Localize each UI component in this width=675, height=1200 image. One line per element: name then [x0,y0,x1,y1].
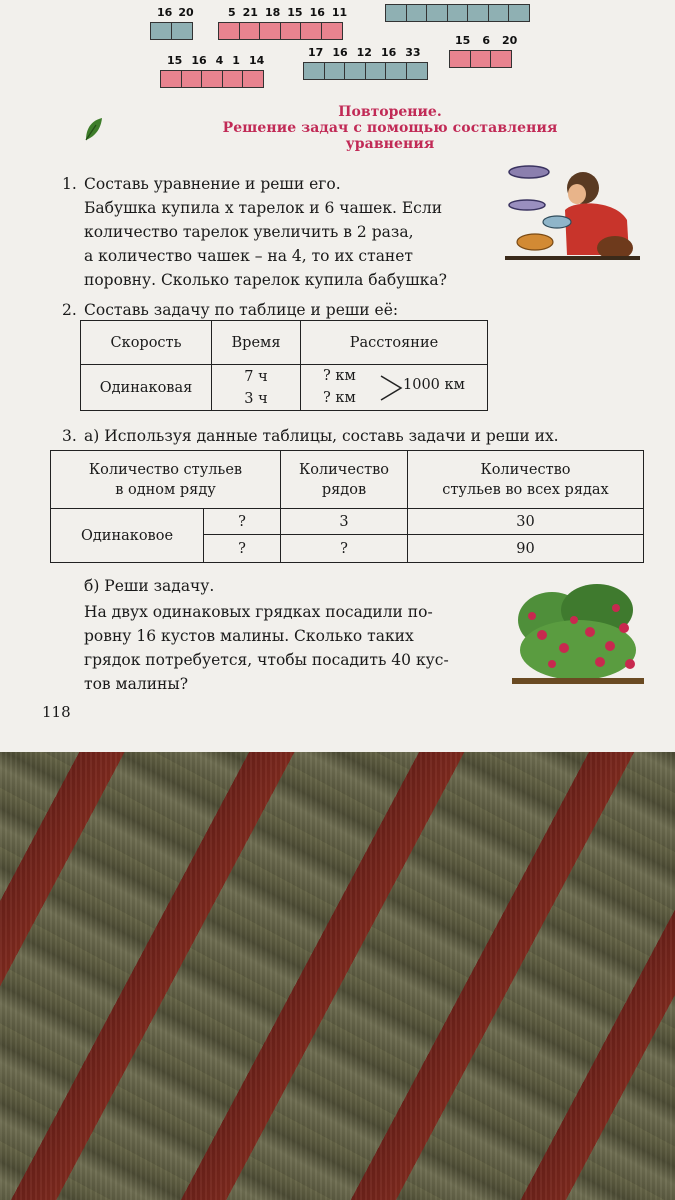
number-strip-teal [150,22,191,40]
distance-table [80,320,488,411]
strip-number: 16 [309,6,325,19]
strip-number: 15 [167,54,183,67]
time-value: 3 ч [244,390,268,407]
brace-arrow-icon [379,373,403,403]
strip-numbers-row1-mid [228,6,347,19]
heading-subtitle: Решение задач с помощью составления уравнения [222,120,558,152]
strip-numbers-row2-right [455,34,517,47]
cell-per-row: ? [204,535,281,563]
task3-text-line: На двух одинаковых грядках посадили по- [84,603,433,621]
task1-text-line: Бабушка купила x тарелок и 6 чашек. Если [84,199,443,217]
header-text: в одном ряду [115,481,216,498]
strip-number: 21 [242,6,258,19]
header-distance: Расстояние [301,321,488,365]
cell-total: 90 [408,535,644,563]
equal-label: Одинаковое [51,509,204,563]
cell-total: 30 [408,509,644,535]
strip-number: 18 [264,6,281,19]
strip-number: 11 [331,6,348,19]
task3-part-a: а) Используя данные таблицы, составь задачи и реши их. [84,427,559,445]
strip-number: 16 [157,6,173,19]
cell-rows: 3 [281,509,408,535]
speed-value: Одинаковая [81,365,212,411]
header-rows [281,451,408,509]
strip-number: 16 [191,54,207,67]
page-number: 118 [42,703,71,721]
cell-rows: ? [281,535,408,563]
header-text: Количество [298,461,390,478]
header-total-chairs [408,451,644,509]
distance-value: ? км [323,368,356,384]
header-time: Время [212,321,301,365]
strip-number: 17 [308,46,324,59]
time-values [212,365,301,411]
strip-number: 14 [248,54,265,67]
task1-instruction: Составь уравнение и реши его. [84,175,341,193]
total-distance: 1000 км [403,377,465,393]
task1-text-line: поровну. Сколько тарелок купила бабушка? [84,271,447,289]
number-strip-pink [449,50,511,68]
task3-number: 3. [62,427,77,445]
strip-number: 1 [232,54,240,67]
number-strip-pink [218,22,341,40]
strip-numbers-row1-left [157,6,194,19]
task1-text-line: количество тарелок увеличить в 2 раза, [84,223,414,241]
grandmother-illustration [505,160,640,270]
header-text: рядов [321,481,367,498]
cell-per-row: ? [204,509,281,535]
strip-number: 16 [380,46,397,59]
task3-text-line: ровну 16 кустов малины. Сколько таких [84,627,414,645]
distance-values [301,365,488,411]
strip-numbers-row2-left [167,54,264,67]
number-strip-pink [160,70,263,88]
task3-text-line: тов малины? [84,675,189,693]
strip-number: 20 [178,6,194,19]
number-strip-teal [385,4,529,22]
time-value: 7 ч [244,368,268,385]
strip-number: 33 [405,46,421,59]
header-text: Количество [480,461,571,478]
raspberry-bush-illustration [512,580,644,690]
strip-number: 20 [501,34,518,47]
task1-text-line: а количество чашек – на 4, то их станет [84,247,414,265]
leaf-icon [82,116,104,142]
header-text: Количество стульев [88,461,243,478]
distance-value: ? км [323,390,356,406]
task3-part-b-title: б) Реши задачу. [84,577,215,595]
chairs-table [50,450,644,563]
strip-number: 15 [287,6,303,19]
task3-text-line: грядок потребуется, чтобы посадить 40 кус- [84,651,449,669]
strip-numbers-row2-mid [308,46,421,59]
strip-number: 16 [332,46,348,59]
heading-title: Повторение. [338,104,442,120]
task2-instruction: Составь задачу по таблице и реши её: [84,301,399,319]
task1-number: 1. [62,175,77,193]
number-strip-teal [303,62,426,80]
header-speed: Скорость [81,321,212,365]
strip-number: 12 [356,46,372,59]
header-text: стульев во всех рядах [442,481,609,498]
strip-number: 5 [228,6,236,19]
section-heading [200,104,580,152]
header-chairs-per-row [51,451,281,509]
task2-number: 2. [62,301,77,319]
strip-number: 15 [455,34,471,47]
strip-number: 6 [482,34,490,47]
fabric-background [0,752,675,1200]
strip-number: 4 [215,54,224,67]
